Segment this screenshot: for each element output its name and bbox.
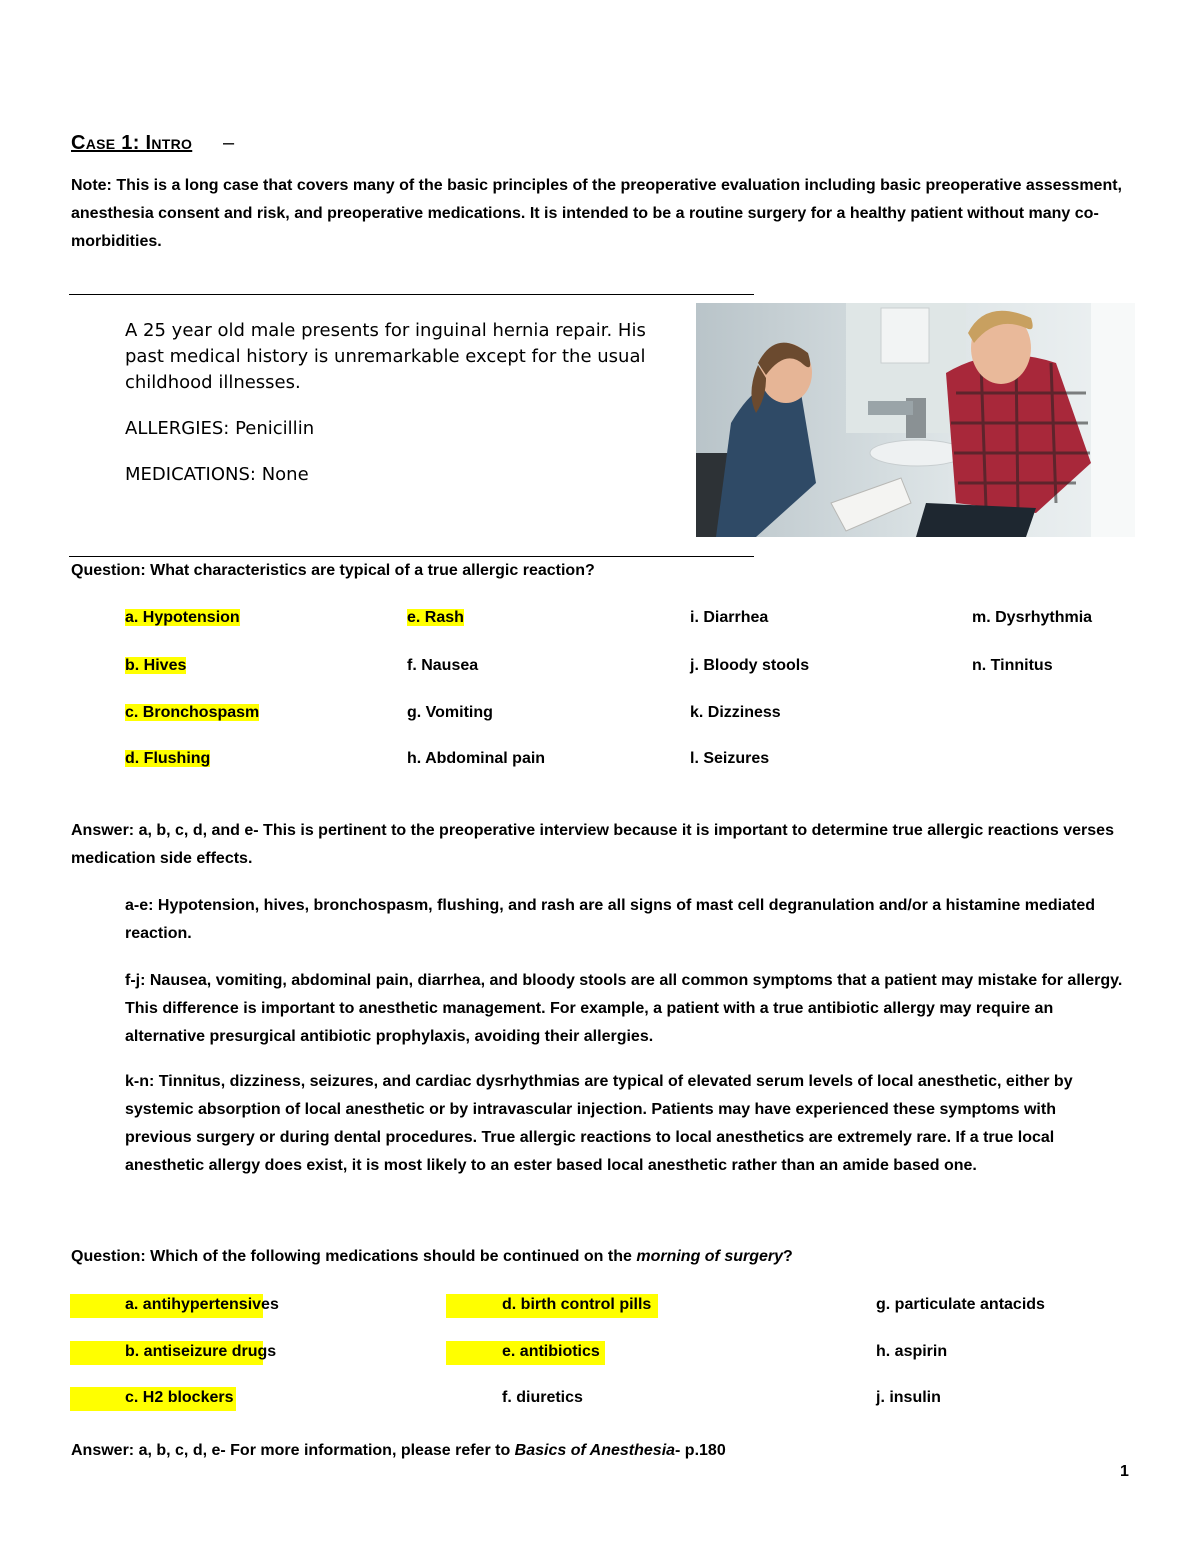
patient-history: A 25 year old male presents for inguinal hernia repair. His past medical history is unremarkable except for the usual childhood illnesses. — [125, 320, 646, 393]
q2-option-h: h. aspirin — [876, 1343, 948, 1360]
medications-line: MEDICATIONS: None — [125, 464, 309, 485]
answer-2-label: Answer: — [71, 1442, 135, 1459]
q1-option-k: k. Dizziness — [690, 704, 781, 721]
q1-option-i: i. Diarrhea — [690, 609, 769, 626]
q2-option-d: d. birth control pills — [502, 1296, 652, 1313]
question-2-text: Which of the following medications should be continued on the — [150, 1248, 632, 1265]
q1-option-n: n. Tinnitus — [972, 657, 1053, 674]
q2-option-j: j. insulin — [876, 1389, 941, 1406]
q2-option-e: e. antibiotics — [502, 1343, 600, 1360]
question-1-answer — [71, 817, 1131, 873]
q1-option-m: m. Dysrhythmia — [972, 609, 1093, 626]
q2-option-c: c. H2 blockers — [125, 1389, 234, 1406]
q2-option-g: g. particulate antacids — [876, 1296, 1045, 1313]
case-title: Case 1: Intro — [71, 132, 193, 154]
answer-1-label: Answer: — [71, 822, 135, 839]
intro-note: Note: This is a long case that covers many of the basic principles of the preoperative evaluation including basic preoperative assessment, anesthesia consent and risk, and preoperative medications. It is intended to be a routine surgery for a healthy patient without many co-morbidities. — [71, 177, 1122, 250]
answer-1-text: a, b, c, d, and e- This is pertinent to the preoperative interview because it is important to determine true allergic reactions verses medication side effects. — [71, 822, 1114, 867]
page-number: 1 — [1120, 1463, 1129, 1480]
q1-option-h: h. Abdominal pain — [407, 750, 546, 767]
q1-option-c: c. Bronchospasm — [125, 704, 260, 721]
answer-2-page: - p.180 — [675, 1442, 726, 1459]
q1-option-g: g. Vomiting — [407, 704, 493, 721]
q1-option-d: d. Flushing — [125, 750, 211, 767]
q2-option-f: f. diuretics — [502, 1389, 583, 1406]
q1-option-e: e. Rash — [407, 609, 464, 626]
q1-option-a: a. Hypotension — [125, 609, 240, 626]
divider-top — [69, 294, 754, 295]
explanation-k-n: k-n: Tinnitus, dizziness, seizures, and cardiac dysrhythmias are typical of elevated serum levels of local anesthetic, either by systemic absorption of local anesthetic or by intravascular injection. Patients may have experienced these symptoms with previous surgery or during dental procedures. True allergic reactions to local anesthetics are extremely rare. If a true local anesthetic allergy does exist, it is most likely to an ester based local anesthetic rather than an amide based one. — [125, 1073, 1073, 1174]
answer-2-book-title: Basics of Anesthesia — [514, 1442, 676, 1459]
case-vignette — [125, 318, 685, 508]
q2-option-b: b. antiseizure drugs — [125, 1343, 277, 1360]
allergies-line: ALLERGIES: Penicillin — [125, 418, 315, 439]
question-2-answer — [71, 1437, 1071, 1465]
question-1-label: Question: — [71, 562, 146, 579]
question-2-emphasis: morning of surgery — [636, 1248, 784, 1265]
question-1-text: What characteristics are typical of a true allergic reaction? — [150, 562, 595, 579]
q2-option-a: a. antihypertensives — [125, 1296, 279, 1313]
answer-2-text: a, b, c, d, e- For more information, please refer to — [138, 1442, 511, 1459]
question-2 — [71, 1248, 793, 1266]
question-2-label: Question: — [71, 1248, 146, 1265]
divider-bottom — [69, 556, 754, 557]
clinic-consultation-photo — [696, 303, 1135, 537]
q1-option-l: l. Seizures — [690, 750, 770, 767]
question-2-end: ? — [783, 1248, 793, 1265]
q1-option-j: j. Bloody stools — [690, 657, 810, 674]
explanation-f-j: f-j: Nausea, vomiting, abdominal pain, diarrhea, and bloody stools are all common symptoms that a patient may mistake for allergy. This difference is important to anesthetic management. For example, a patient with a true antibiotic allergy may require an alternative presurgical antibiotic prophylaxis, avoiding their allergies. — [125, 972, 1123, 1045]
explanation-a-e: a-e: Hypotension, hives, bronchospasm, flushing, and rash are all signs of mast cell degranulation and/or a histamine mediated reaction. — [125, 897, 1095, 942]
q1-option-b: b. Hives — [125, 657, 187, 674]
title-dash: – — [223, 132, 235, 154]
q1-option-f: f. Nausea — [407, 657, 479, 674]
question-1 — [71, 562, 595, 580]
